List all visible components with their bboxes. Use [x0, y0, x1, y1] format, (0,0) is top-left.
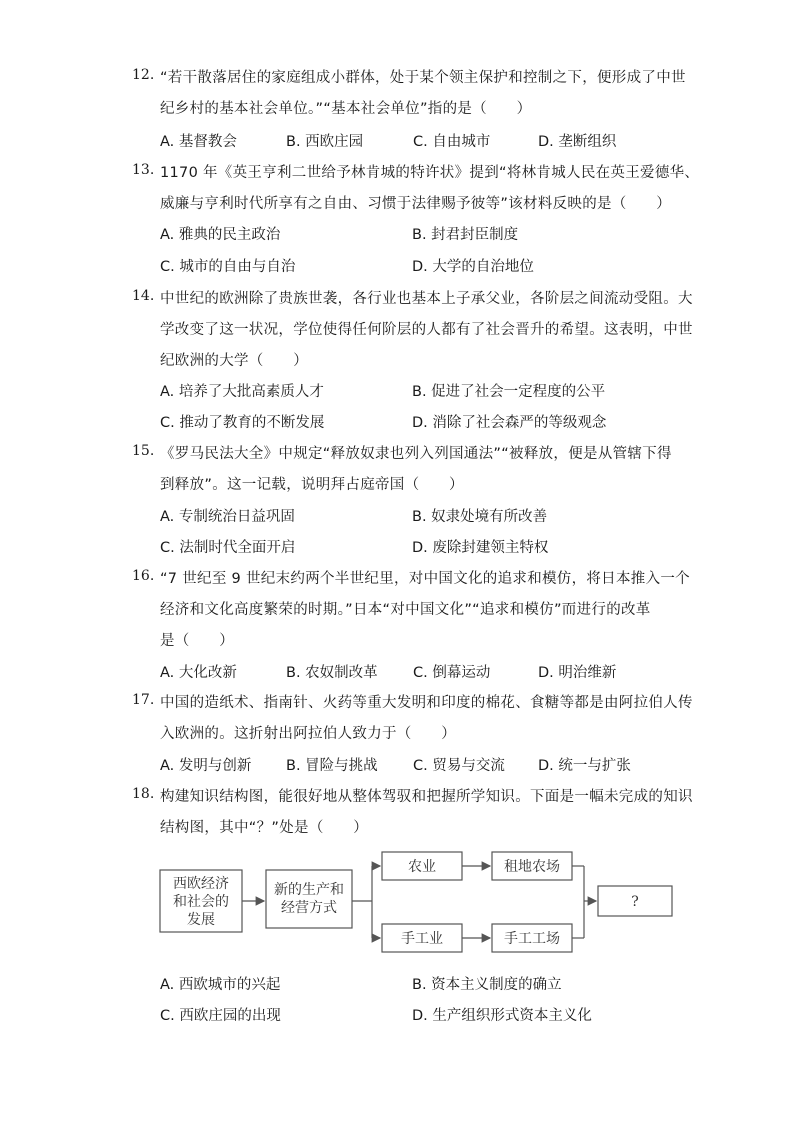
question-text-line: 结构图，其中“？”处是（ ）	[160, 820, 369, 836]
option-c[interactable]: C. 法制时代全面开启	[160, 540, 296, 556]
option-d[interactable]: D. 消除了社会森严的等级观念	[412, 415, 607, 431]
question-text-line: 入欧洲的。这折射出阿拉伯人致力于（ ）	[160, 726, 456, 742]
question-text-line: 中世纪的欧洲除了贵族世袭，各行业也基本上子承父业，各阶层之间流动受阻。大	[160, 291, 693, 307]
option-c[interactable]: C. 西欧庄园的出现	[160, 1008, 281, 1024]
diagram-box-method	[266, 870, 352, 928]
question-text-line: 《罗马民法大全》中规定“释放奴隶也列入列国通法”“被释放，便是从管辖下得	[160, 446, 672, 462]
question-text-line: “7 世纪至 9 世纪末约两个半世纪里，对中国文化的追求和模仿，将日本推入一个	[160, 571, 690, 587]
option-b[interactable]: B. 西欧庄园	[286, 134, 364, 150]
option-b[interactable]: B. 农奴制改革	[286, 665, 378, 681]
question-number: 17.	[132, 692, 155, 708]
option-d[interactable]: D. 生产组织形式资本主义化	[412, 1008, 592, 1024]
option-c[interactable]: C. 城市的自由与自治	[160, 259, 296, 275]
question-text-line: 到释放”。这一记载，说明拜占庭帝国（ ）	[160, 477, 464, 493]
diagram-box-method-line: 新的生产和	[274, 882, 344, 898]
question-text-line: 是（ ）	[160, 633, 234, 649]
option-a[interactable]: A. 雅典的民主政治	[160, 227, 281, 243]
option-d[interactable]: D. 垄断组织	[538, 134, 617, 150]
diagram-box-leased-farm-label: 租地农场	[504, 859, 560, 875]
diagram-box-agriculture-label: 农业	[408, 859, 436, 875]
diagram-box-origin-line: 西欧经济	[173, 876, 229, 892]
question-text-line: 构建知识结构图，能很好地从整体驾驭和把握所学知识。下面是一幅未完成的知识	[160, 789, 693, 805]
question-text-line: 纪乡村的基本社会单位。”“基本社会单位”指的是（ ）	[160, 101, 532, 117]
option-a[interactable]: A. 西欧城市的兴起	[160, 977, 281, 993]
diagram-box-handicraft-label: 手工业	[401, 931, 443, 947]
option-b[interactable]: B. 奴隶处境有所改善	[412, 509, 548, 525]
option-b[interactable]: B. 资本主义制度的确立	[412, 977, 562, 993]
diagram-box-origin-line: 和社会的	[173, 894, 229, 910]
question-number: 15.	[132, 443, 155, 459]
question-text-line: 学改变了这一状况，学位使得任何阶层的人都有了社会晋升的希望。这表明，中世	[160, 322, 693, 338]
question-text-line: 纪欧洲的大学（ ）	[160, 353, 308, 369]
option-a[interactable]: A. 发明与创新	[160, 758, 252, 774]
option-d[interactable]: D. 统一与扩张	[538, 758, 631, 774]
question-text-line: 经济和文化高度繁荣的时期。”日本“对中国文化”“追求和模仿”而进行的改革	[160, 602, 651, 618]
option-a[interactable]: A. 专制统治日益巩固	[160, 509, 295, 525]
question-number: 18.	[132, 786, 155, 802]
option-d[interactable]: D. 废除封建领主特权	[412, 540, 549, 556]
option-d[interactable]: D. 大学的自治地位	[412, 259, 534, 275]
knowledge-structure-diagram	[158, 848, 678, 960]
option-a[interactable]: A. 大化改新	[160, 665, 237, 681]
option-c[interactable]: C. 倒幕运动	[413, 665, 491, 681]
question-number: 14.	[132, 288, 155, 304]
option-c[interactable]: C. 自由城市	[413, 134, 491, 150]
option-c[interactable]: C. 推动了教育的不断发展	[160, 415, 325, 431]
question-number: 12.	[132, 67, 155, 83]
option-a[interactable]: A. 培养了大批高素质人才	[160, 384, 324, 400]
question-number: 16.	[132, 568, 155, 584]
diagram-box-unknown-label: ?	[631, 894, 639, 910]
question-number: 13.	[132, 162, 155, 178]
option-d[interactable]: D. 明治维新	[538, 665, 617, 681]
question-text-line: “若干散落居住的家庭组成小群体，处于某个领主保护和控制之下，便形成了中世	[160, 70, 686, 86]
option-c[interactable]: C. 贸易与交流	[413, 758, 505, 774]
option-b[interactable]: B. 封君封臣制度	[412, 227, 519, 243]
question-text-line: 中国的造纸术、指南针、火药等重大发明和印度的棉花、食糖等都是由阿拉伯人传	[160, 695, 693, 711]
diagram-box-origin-line: 发展	[187, 912, 215, 928]
option-a[interactable]: A. 基督教会	[160, 134, 237, 150]
option-b[interactable]: B. 促进了社会一定程度的公平	[412, 384, 606, 400]
option-b[interactable]: B. 冒险与挑战	[286, 758, 378, 774]
diagram-box-workshop-label: 手工工场	[504, 931, 560, 947]
question-text-line: 威廉与亨利时代所享有之自由、习惯于法律赐予彼等”该材料反映的是（ ）	[160, 196, 672, 212]
diagram-box-method-line: 经营方式	[281, 900, 337, 916]
question-text-line: 1170 年《英王亨利二世给予林肯城的特许状》提到“将林肯城人民在英王爱德华、	[160, 165, 700, 181]
